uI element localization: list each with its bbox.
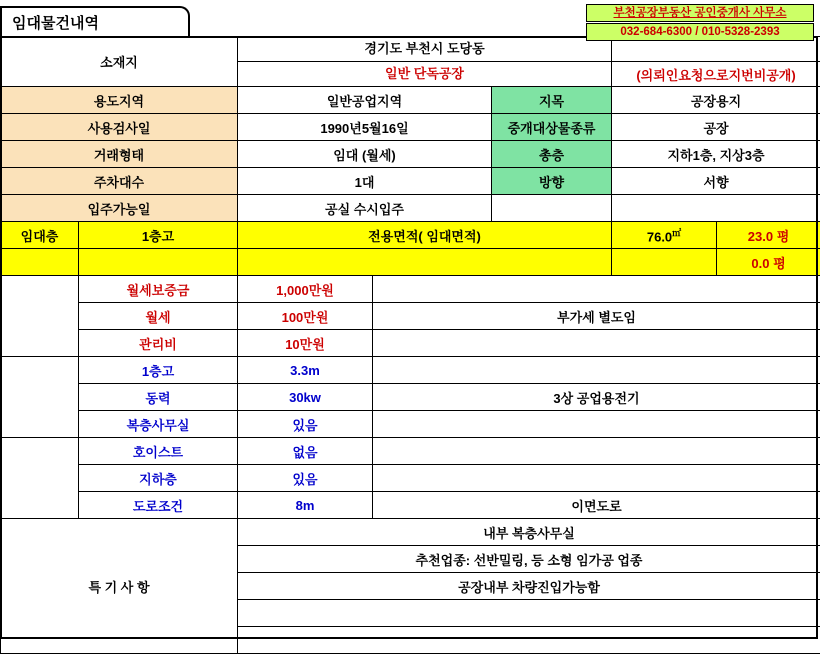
spec-label-2: 복층사무실 <box>79 411 238 438</box>
price-note-0 <box>373 276 820 303</box>
spec-label-1: 동력 <box>79 384 238 411</box>
price-label-1: 월세 <box>79 303 238 330</box>
row-value-0: 일반공업지역 <box>238 87 492 114</box>
table-row <box>1 276 820 303</box>
row-label-0: 용도지역 <box>1 87 238 114</box>
row-label-3: 주차대수 <box>1 168 238 195</box>
spec-group-spacer-2 <box>1 438 79 519</box>
remarks-item-0: 내부 복층사무실 <box>238 519 820 546</box>
row-label2-3: 방향 <box>492 168 612 195</box>
spec-note-2 <box>373 411 820 438</box>
table-row <box>1 384 820 411</box>
area-blank-2 <box>79 249 238 276</box>
spec-label-5: 도로조건 <box>79 492 238 519</box>
spec-note-5: 이면도로 <box>373 492 820 519</box>
price-value-2: 10만원 <box>238 330 373 357</box>
row-remarks-1 <box>1 519 820 546</box>
spec-note-1: 3상 공업용전기 <box>373 384 820 411</box>
property-sheet <box>0 36 820 654</box>
spec-value-4: 있음 <box>238 465 373 492</box>
table-row <box>1 195 820 222</box>
remarks-item-3 <box>238 600 820 627</box>
spec-value-1: 30kw <box>238 384 373 411</box>
price-group-spacer <box>1 276 79 357</box>
area-blank-1 <box>1 249 79 276</box>
row-label2-1: 중개대상물종류 <box>492 114 612 141</box>
remarks-label: 특 기 사 항 <box>1 519 238 654</box>
area-sqm-unit: ㎡ <box>672 228 681 238</box>
disclosure-note: (의뢰인요청으로지번비공개) <box>612 62 820 87</box>
spec-note-3 <box>373 438 820 465</box>
office-banner <box>586 4 814 41</box>
floor-label: 임대층 <box>1 222 79 249</box>
spec-label-4: 지하층 <box>79 465 238 492</box>
office-phone: 032-684-6300 / 010-5328-2393 <box>586 23 814 41</box>
remarks-item-1: 추천업종: 선반밀링, 등 소형 임가공 업종 <box>238 546 820 573</box>
table-row <box>1 168 820 195</box>
price-note-1: 부가세 별도임 <box>373 303 820 330</box>
row-value2-2: 지하1층, 지상3층 <box>612 141 820 168</box>
spec-label-0: 1층고 <box>79 357 238 384</box>
table-row <box>1 114 820 141</box>
spec-label-3: 호이스트 <box>79 438 238 465</box>
table-row <box>1 357 820 384</box>
spec-note-4 <box>373 465 820 492</box>
row-area-secondary <box>1 249 820 276</box>
sheet-tab-title[interactable] <box>0 6 190 36</box>
spec-group-spacer-1 <box>1 357 79 438</box>
row-label2-2: 총층 <box>492 141 612 168</box>
row-label-1: 사용검사일 <box>1 114 238 141</box>
row-value2-0: 공장용지 <box>612 87 820 114</box>
table-row <box>1 141 820 168</box>
floor-value: 1층고 <box>79 222 238 249</box>
spec-value-3: 없음 <box>238 438 373 465</box>
table-row <box>1 303 820 330</box>
area-pyeong: 23.0 평 <box>717 222 820 249</box>
table-row <box>1 465 820 492</box>
row-value-4: 공실 수시입주 <box>238 195 492 222</box>
row-value2-3: 서향 <box>612 168 820 195</box>
price-label-2: 관리비 <box>79 330 238 357</box>
table-row <box>1 411 820 438</box>
spec-value-0: 3.3m <box>238 357 373 384</box>
sheet-tab-label: 임대물건내역 <box>12 12 99 33</box>
row-value-3: 1대 <box>238 168 492 195</box>
table-row <box>1 492 820 519</box>
price-value-1: 100만원 <box>238 303 373 330</box>
price-note-2 <box>373 330 820 357</box>
row-label2-4 <box>492 195 612 222</box>
area-label: 전용면적( 임대면적) <box>238 222 612 249</box>
row-value2-1: 공장 <box>612 114 820 141</box>
area-blank-4 <box>612 249 717 276</box>
row-value2-4 <box>612 195 820 222</box>
location-label: 소재지 <box>1 37 238 87</box>
table-row <box>1 330 820 357</box>
row-label2-0: 지목 <box>492 87 612 114</box>
spec-value-5: 8m <box>238 492 373 519</box>
area-blank-3 <box>238 249 612 276</box>
row-value-1: 1990년5월16일 <box>238 114 492 141</box>
area-sqm <box>612 222 717 249</box>
remarks-item-4 <box>238 627 820 654</box>
address-value: 경기도 부천시 도당동 <box>238 37 612 62</box>
remarks-item-2: 공장내부 차량진입가능함 <box>238 573 820 600</box>
price-value-0: 1,000만원 <box>238 276 373 303</box>
spec-value-2: 있음 <box>238 411 373 438</box>
price-label-0: 월세보증금 <box>79 276 238 303</box>
area-pyeong-2: 0.0 평 <box>717 249 820 276</box>
area-sqm-value: 76.0 <box>647 229 672 244</box>
office-name: 부천공장부동산 공인중개사 사무소 <box>586 4 814 22</box>
table-row <box>1 87 820 114</box>
row-area <box>1 222 820 249</box>
table-row <box>1 438 820 465</box>
row-label-2: 거래형태 <box>1 141 238 168</box>
address-sub-value: 일반 단독공장 <box>238 62 612 87</box>
row-label-4: 입주가능일 <box>1 195 238 222</box>
row-value-2: 임대 (월세) <box>238 141 492 168</box>
spec-note-0 <box>373 357 820 384</box>
